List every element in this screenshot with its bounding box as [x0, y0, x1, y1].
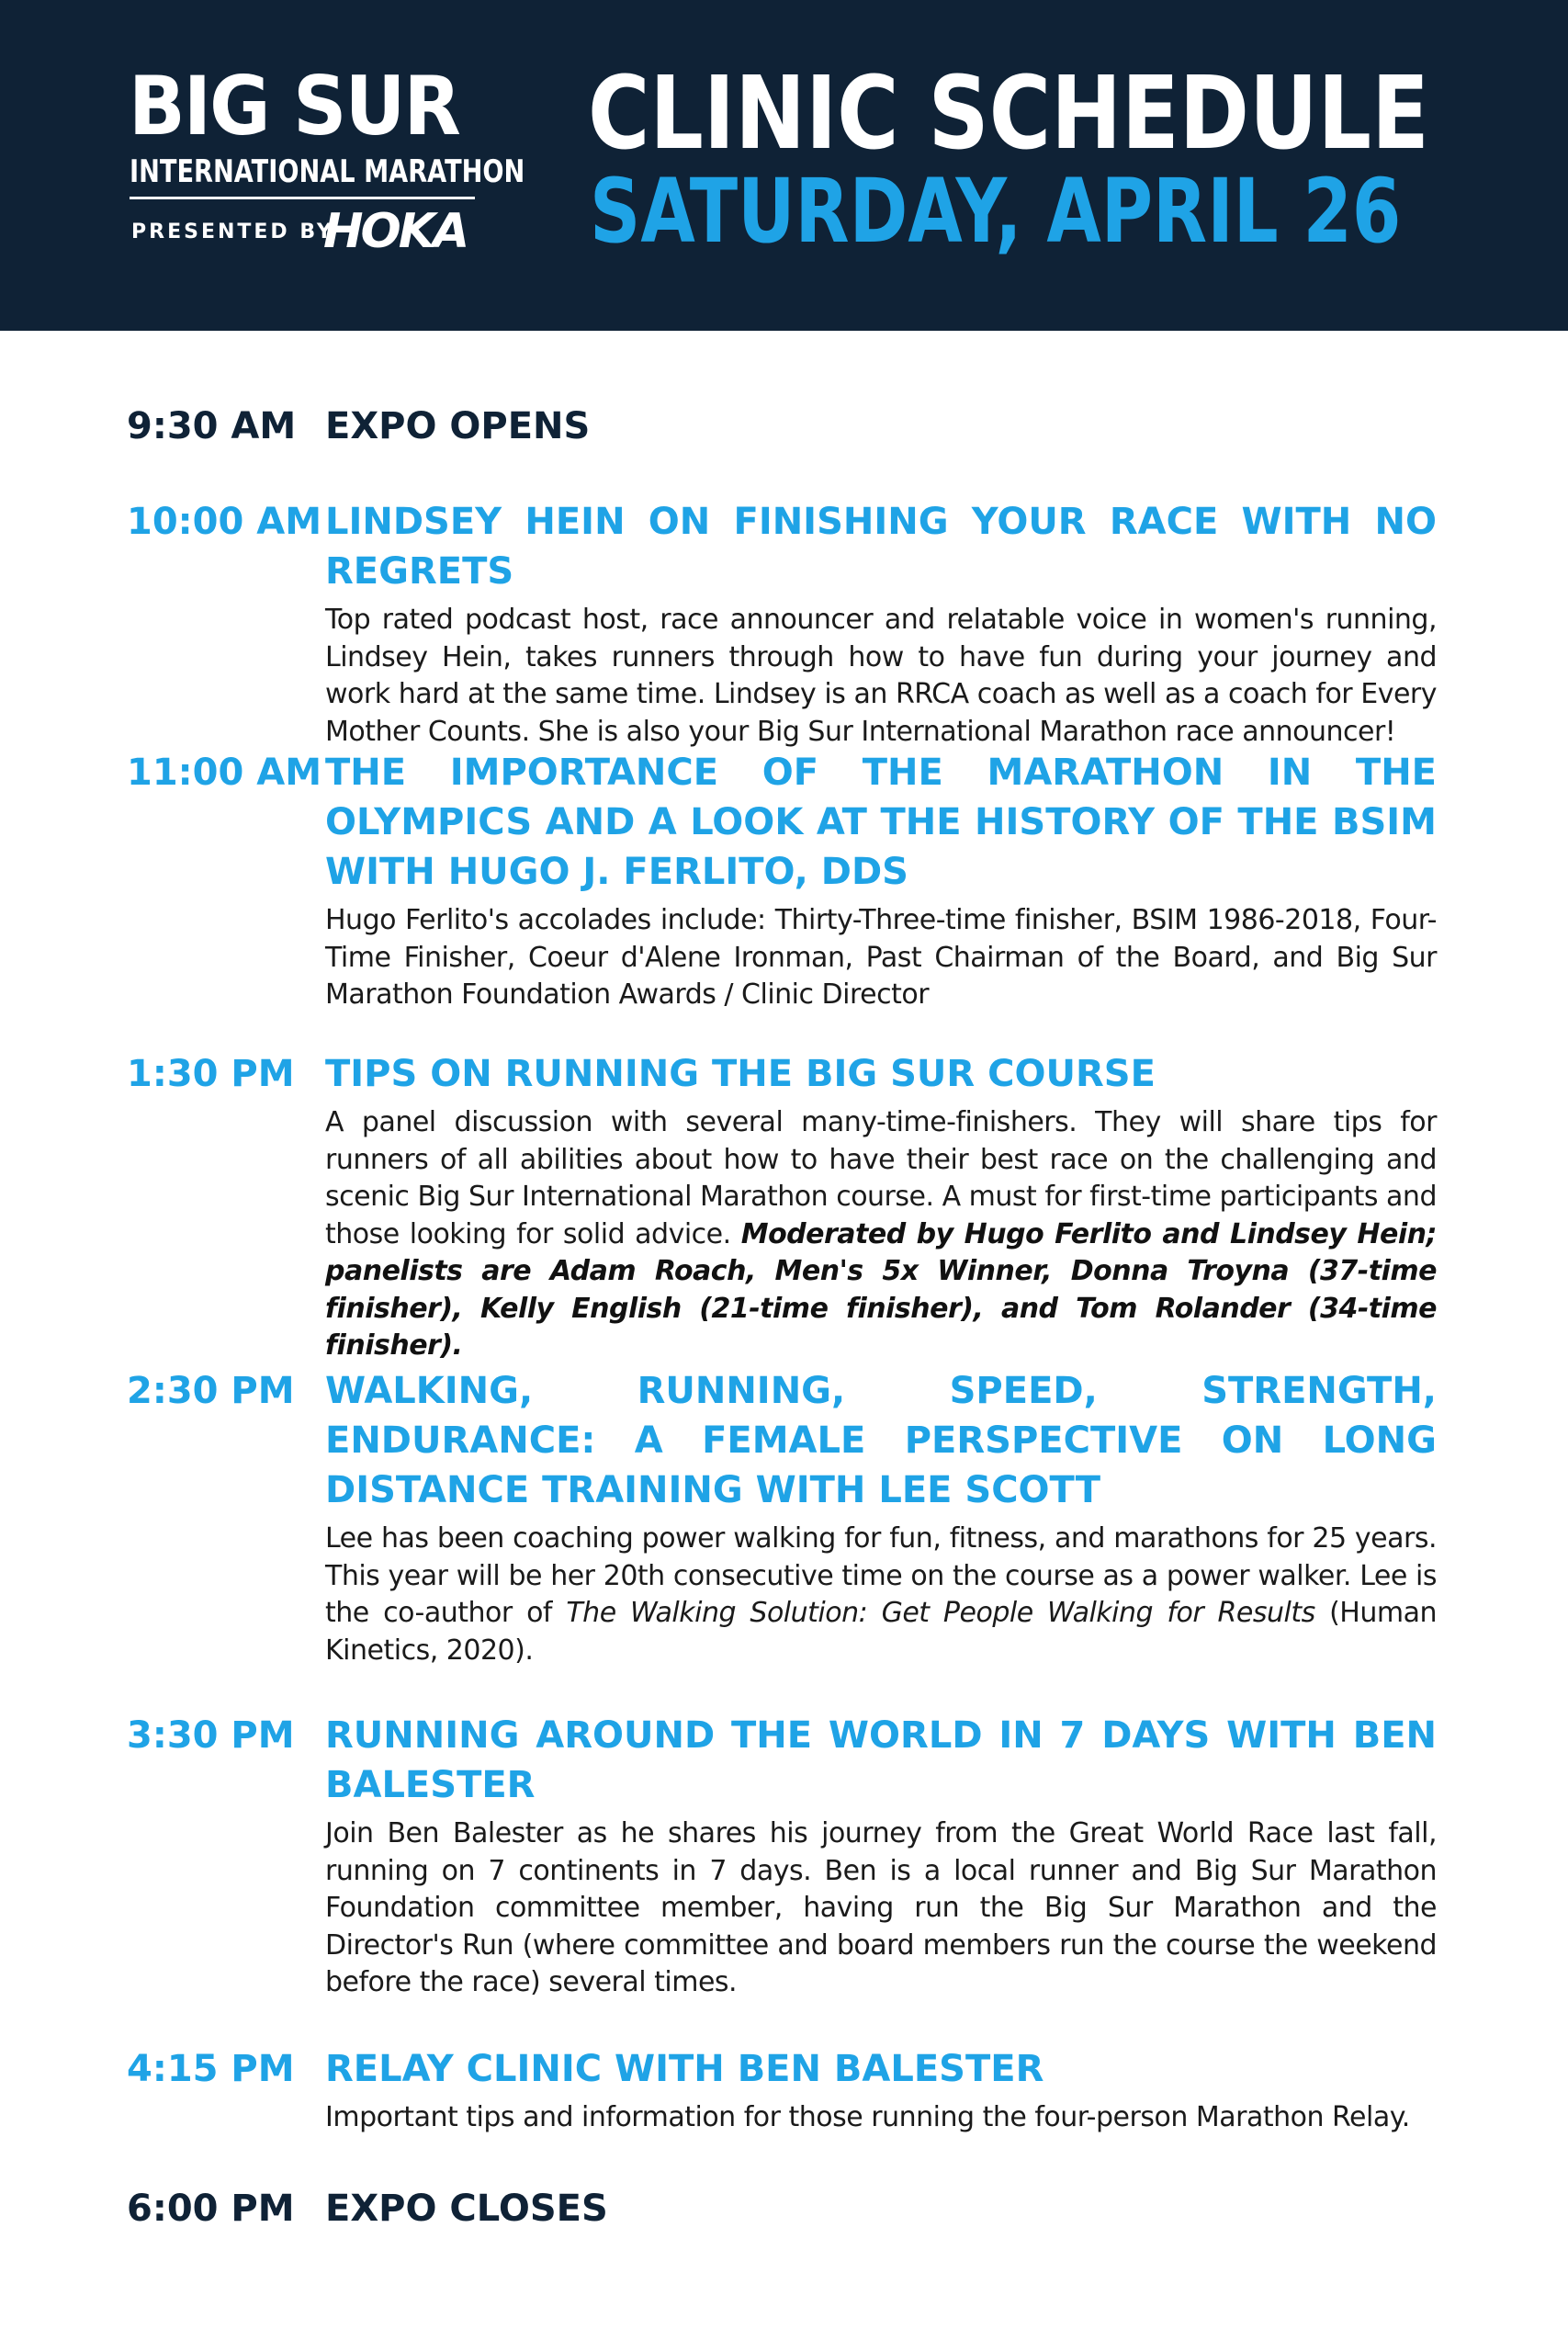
entry-description: Top rated podcast host, race announcer and relatable voice in women's running, Lindsey Hein, takes runners through how to have fun during your journey and work hard at the same time. Lindsey is an RRCA coach as well as a coach for Every Mother Counts. She is also your Big Sur International Marathon race announcer! [325, 604, 1437, 748]
entry-time: 11:00 AM [127, 752, 322, 794]
entry-time: 10:00 AM [127, 501, 322, 543]
page-title: CLINIC SCHEDULE [588, 54, 1429, 172]
presented-by-label: PRESENTED BY [131, 220, 334, 243]
entry-title: EXPO OPENS [325, 405, 591, 447]
entry-description-moderators: Moderated by Hugo Ferlito and Lindsey Hein; panelists are Adam Roach, Men's 5x Winner, Donna Troyna (37-time finisher), Kelly English (21-time finisher), and Tom Rolander (34-time finisher). [325, 1217, 1437, 1362]
entry-description [325, 1521, 1437, 1669]
entry-description-text: A panel discussion with several many-time-finishers. They will share tips for runners of all abilities about how to have their best race on the challenging and scenic Big Sur International Marathon course. A must for first-time participants and those looking for solid advice. [325, 1106, 1437, 1250]
entry-title: THE IMPORTANCE OF THE MARATHON IN THE OLYMPICS AND A LOOK AT THE HISTORY OF THE BSIM WITH HUGO J. FERLITO, DDS [325, 752, 1437, 893]
entry-description-book-title: The Walking Solution: Get People Walking for Results [566, 1597, 1315, 1629]
entry-time: 2:30 PM [127, 1370, 295, 1412]
entry-title: LINDSEY HEIN ON FINISHING YOUR RACE WITH NO REGRETS [325, 501, 1437, 593]
entry-title: RELAY CLINIC WITH BEN BALESTER [325, 2048, 1044, 2090]
entry-time: 3:30 PM [127, 1714, 295, 1757]
event-logo: BIG SUR [129, 59, 459, 153]
logo-divider [130, 197, 475, 199]
entry-description: Important tips and information for those running the four-person Marathon Relay. [325, 2101, 1410, 2133]
entry-description: Join Ben Balester as he shares his journey from the Great World Race last fall, running on 7 continents in 7 days. Ben is a local runner and Big Sur Marathon Foundation committee member, having run the Big Sur Marathon and the Director's Run (where committee and board members run the course the weekend before the race) several times. [325, 1817, 1437, 1998]
header-banner [0, 0, 1568, 331]
entry-title: RUNNING AROUND THE WORLD IN 7 DAYS WITH BEN BALESTER [325, 1714, 1437, 1806]
entry-title: EXPO CLOSES [325, 2188, 608, 2230]
event-logo-subtitle: INTERNATIONAL MARATHON [130, 153, 525, 190]
entry-description [325, 1104, 1437, 1365]
entry-description-text: Lee has been coaching power walking for fun, fitness, and marathons for 25 years. This year will be her 20th consecutive time on the course as a power walker. Lee is the co-author of [325, 1522, 1437, 1629]
entry-time: 9:30 AM [127, 405, 297, 447]
entry-time: 4:15 PM [127, 2048, 295, 2090]
entry-title: TIPS ON RUNNING THE BIG SUR COURSE [325, 1053, 1156, 1095]
entry-description-end: (Human Kinetics, 2020). [325, 1597, 1437, 1667]
entry-title: WALKING, RUNNING, SPEED, STRENGTH, ENDURANCE: A FEMALE PERSPECTIVE ON LONG DISTANCE TRAINING WITH LEE SCOTT [325, 1370, 1437, 1511]
page-date: SATURDAY, APRIL 26 [590, 160, 1402, 263]
entry-time: 6:00 PM [127, 2188, 295, 2230]
entry-time: 1:30 PM [127, 1053, 295, 1095]
entry-description: Hugo Ferlito's accolades include: Thirty-Three-time finisher, BSIM 1986-2018, Four-Time Finisher, Coeur d'Alene Ironman, Past Chairman of the Board, and Big Sur Marathon Foundation Awards / Clinic Director [325, 904, 1437, 1011]
sponsor-logo: HOKA [323, 204, 468, 259]
